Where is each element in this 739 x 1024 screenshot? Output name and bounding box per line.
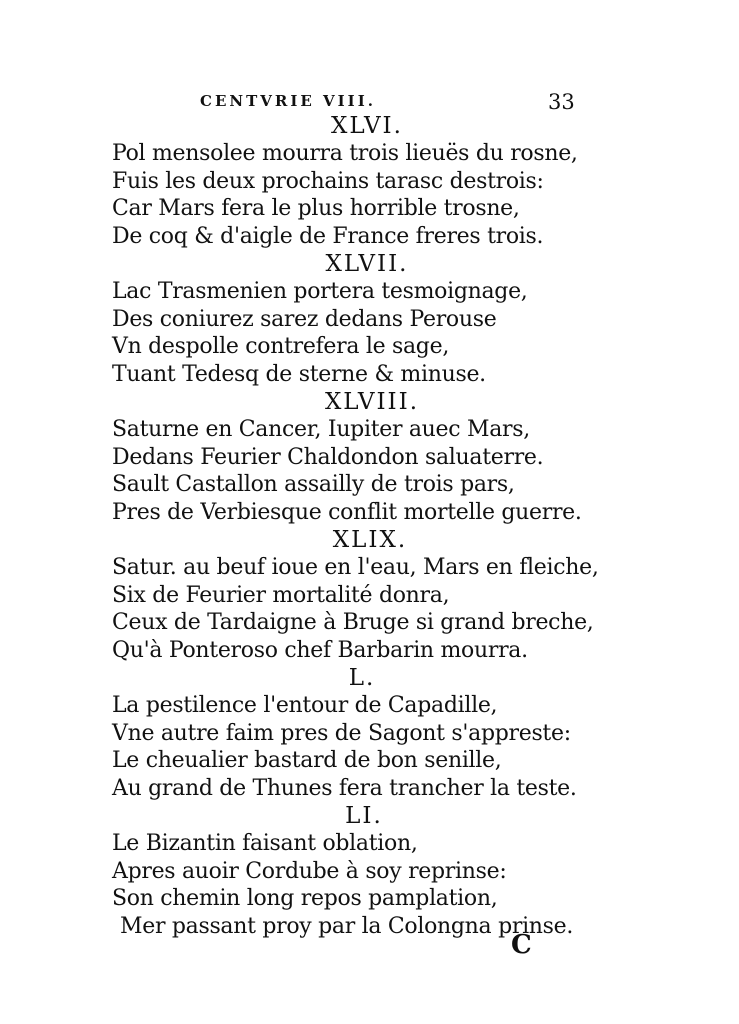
quatrain-number: XLVIII. [324, 389, 420, 415]
quatrain-48 [112, 388, 592, 526]
verse-line: Son chemin long repos pamplation, [112, 886, 498, 911]
verse-line: Qu'à Ponteroso chef Barbarin mourra. [112, 637, 528, 663]
verse-line: Le Bizantin faisant oblation, [112, 831, 418, 856]
verse-line: Vne autre faim pres de Sagont s'appreste: [112, 720, 571, 746]
page-number: 33 [548, 90, 575, 114]
signature-mark: C [511, 930, 532, 960]
verse-line: Mer passant proy par la Colongna prinse. [120, 913, 574, 939]
verse-line: Ceux de Tardaigne à Bruge si grand breche, [112, 610, 594, 635]
verse-line: Des coniurez sarez dedans Perouse [112, 306, 497, 332]
verse-line: De coq & d'aigle de France freres trois. [112, 223, 544, 249]
verse-line: Le cheualier bastard de bon senille, [112, 748, 502, 773]
quatrain-number: XLVI. [331, 113, 403, 139]
running-head: CENTVRIE VIII. [200, 92, 376, 110]
quatrain-number: LI. [345, 803, 383, 829]
verse-line: Vn despolle contrefera le sage, [112, 334, 450, 359]
verse-line: Car Mars fera le plus horrible trosne, [112, 196, 520, 221]
quatrain-46 [112, 112, 592, 250]
quatrain-47 [112, 250, 592, 388]
verse-column [112, 112, 599, 940]
verse-line: Six de Feurier mortalité donra, [112, 582, 450, 608]
quatrain-number: L. [348, 665, 376, 691]
quatrain-49 [112, 526, 599, 664]
verse-line: Au grand de Thunes fera trancher la teste. [112, 775, 577, 801]
verse-line: Sault Castallon assailly de trois pars, [112, 472, 515, 497]
verse-line: Lac Trasmenien portera tesmoignage, [112, 279, 528, 304]
verse-line: Apres auoir Cordube à soy reprinse: [112, 858, 507, 884]
verse-line: Dedans Feurier Chaldondon saluaterre. [112, 444, 544, 470]
quatrain-number: XLIX. [332, 527, 408, 553]
verse-line: Pol mensolee mourra trois lieuës du rosne, [112, 141, 578, 166]
quatrain-51 [112, 802, 592, 940]
verse-line: Tuant Tedesq de sterne & minuse. [112, 361, 486, 387]
quatrain-50 [112, 664, 592, 802]
verse-line: Saturne en Cancer, Iupiter auec Mars, [112, 417, 530, 442]
verse-line: Fuis les deux prochains tarasc destrois: [112, 168, 544, 194]
quatrain-number: XLVII. [325, 251, 409, 277]
verse-line: Pres de Verbiesque conflit mortelle guerre. [112, 499, 582, 525]
verse-line: La pestilence l'entour de Capadille, [112, 693, 498, 718]
verse-line: Satur. au beuf ioue en l'eau, Mars en fleiche, [112, 555, 599, 580]
